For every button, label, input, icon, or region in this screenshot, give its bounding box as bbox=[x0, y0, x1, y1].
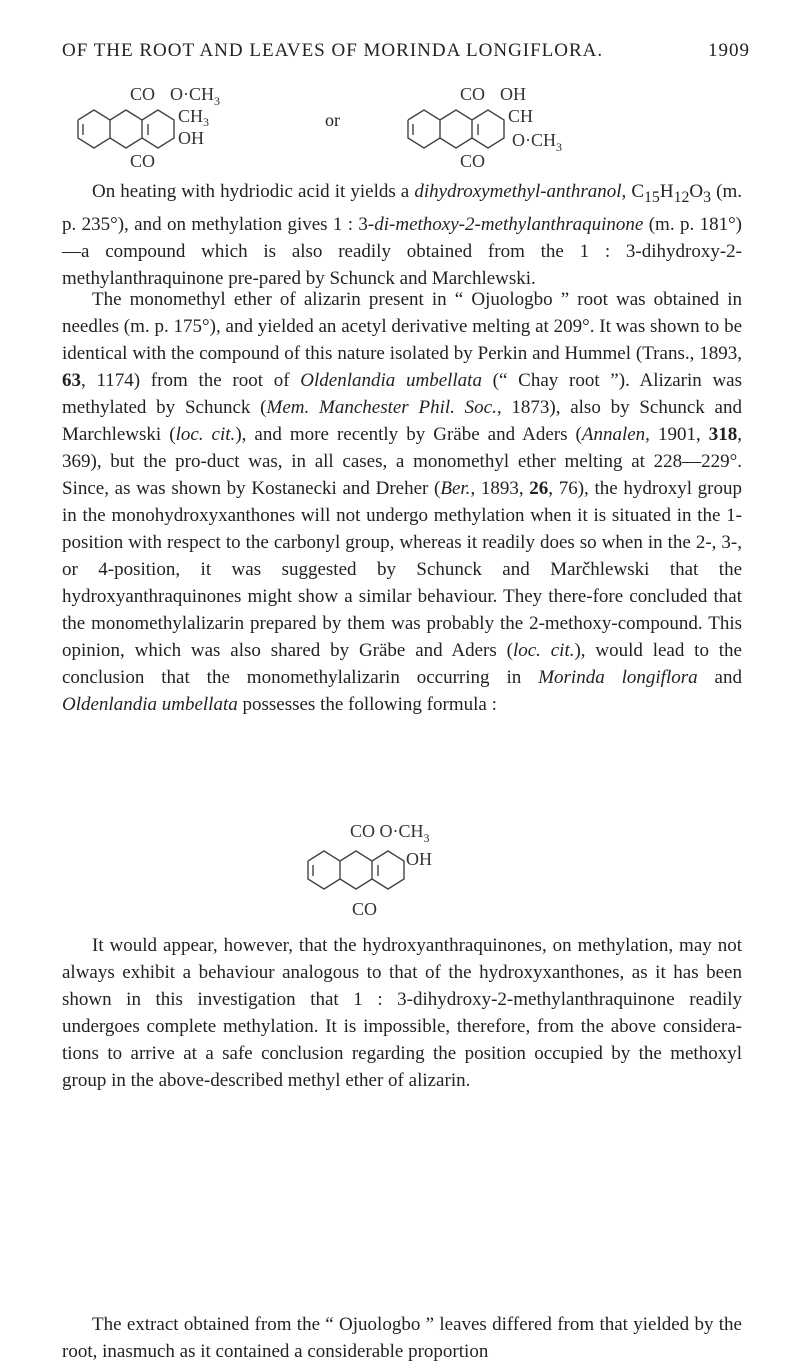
formula1-top-co: CO bbox=[130, 84, 156, 104]
formula2-top-oh: OH bbox=[500, 84, 526, 104]
formula3-ring-system bbox=[308, 851, 404, 889]
or-connector: or bbox=[325, 110, 340, 130]
structural-formula-1 bbox=[70, 72, 320, 172]
formula2-ch: CH bbox=[508, 106, 534, 126]
paragraph-2: The monomethyl ether of alizarin present in “ Ojuologbo ” root was obtained in needles (m. p. 175°), and yielded an acetyl derivative melting at 209°. It was shown to be identical with the compound of this nature isolated by Perkin and Hummel (Trans., 1893, 63, 1174) from the root of Oldenlandia umbellata (“ Chay root ”). Alizarin was methylated by Schunck (Mem. Manchester Phil. Soc., 1873), also by Schunck and Marchlewski (loc. cit.), and more recently by Gräbe and Aders (Annalen, 1901, 318, 369), but the pro-duct was, in all cases, a monomethyl ether melting at 228—229°. Since, as was shown by Kostanecki and Dreher (Ber., 1893, 26, 76), the hydroxyl group in the monohydroxyxanthones will not undergo methylation when it is situated in the 1-position with respect to the carbonyl group, whereas it readily does so when in the 2-, 3-, or 4-position, it was suggested by Schunck and Marčhlewski that the hydroxyanthraquinones might show a similar behaviour. They there-fore concluded that the monomethylalizarin prepared by them was probably the 2-methoxy-compound. This opinion, which was also shared by Gräbe and Aders (loc. cit.), would lead to the conclusion that the monomethylalizarin occurring in Morinda longiflora and Oldenlandia umbellata possesses the following formula : bbox=[62, 289, 743, 715]
structural-formula-2 bbox=[400, 72, 680, 172]
formula3-top-label: CO $O\cdot CH_3$ bbox=[350, 821, 430, 845]
formula3-bottom-co: CO bbox=[352, 899, 378, 919]
paragraph-4: The extract obtained from the “ Ojuologbo ” leaves differed from that yielded by the root, inasmuch as it contained a considerable proportion bbox=[62, 1314, 742, 1362]
paragraph-3: It would appear, however, that the hydroxyanthraquinones, on methylation, may not always exhibit a behaviour analogous to that of the hydroxyxanthones, as it has been shown in this investigation that 1 : 3-dihydroxy-2-methylanthraquinone readily undergoes complete methylation. It is impossible, therefore, from the above considera-tions to arrive at a safe conclusion regarding the position occupied by the methoxyl group in the above-described methyl ether of alizarin. bbox=[62, 935, 742, 1091]
formula1-ring-system bbox=[78, 110, 174, 148]
paragraph-1: On heating with hydriodic acid it yields a dihydroxymethyl-anthranol, $C_{15}H_{12}O_3$ (m. p. 235°), and on methylation gives 1 : 3-di-methoxy-2-methylanthraquinone (m. p. 181°)—a compound which is also readily obtained from the 1 : 3-dihydroxy-2-methylanthraquinone pre-pared by Schunck and Marchlewski. bbox=[62, 181, 742, 289]
formula3-oh: OH bbox=[406, 849, 432, 869]
formula1-ch3: $CH_3$ bbox=[178, 106, 210, 129]
formula1-bottom-co: CO bbox=[130, 151, 156, 171]
running-header bbox=[62, 40, 750, 62]
formula2-bottom-co: CO bbox=[460, 151, 486, 171]
formula1-oh: OH bbox=[178, 128, 204, 148]
running-title: OF THE ROOT AND LEAVES OF MORINDA LONGIFLORA. bbox=[62, 40, 604, 61]
formula2-ring-system bbox=[408, 110, 504, 148]
formula2-och3: $O\cdot CH_3$ bbox=[512, 130, 562, 154]
structural-formula-3 bbox=[300, 815, 520, 925]
formula1-top-och: $O\cdot CH_3$ bbox=[170, 84, 220, 108]
formula2-top-co: CO bbox=[460, 84, 486, 104]
page-number: 1909 bbox=[708, 40, 750, 61]
